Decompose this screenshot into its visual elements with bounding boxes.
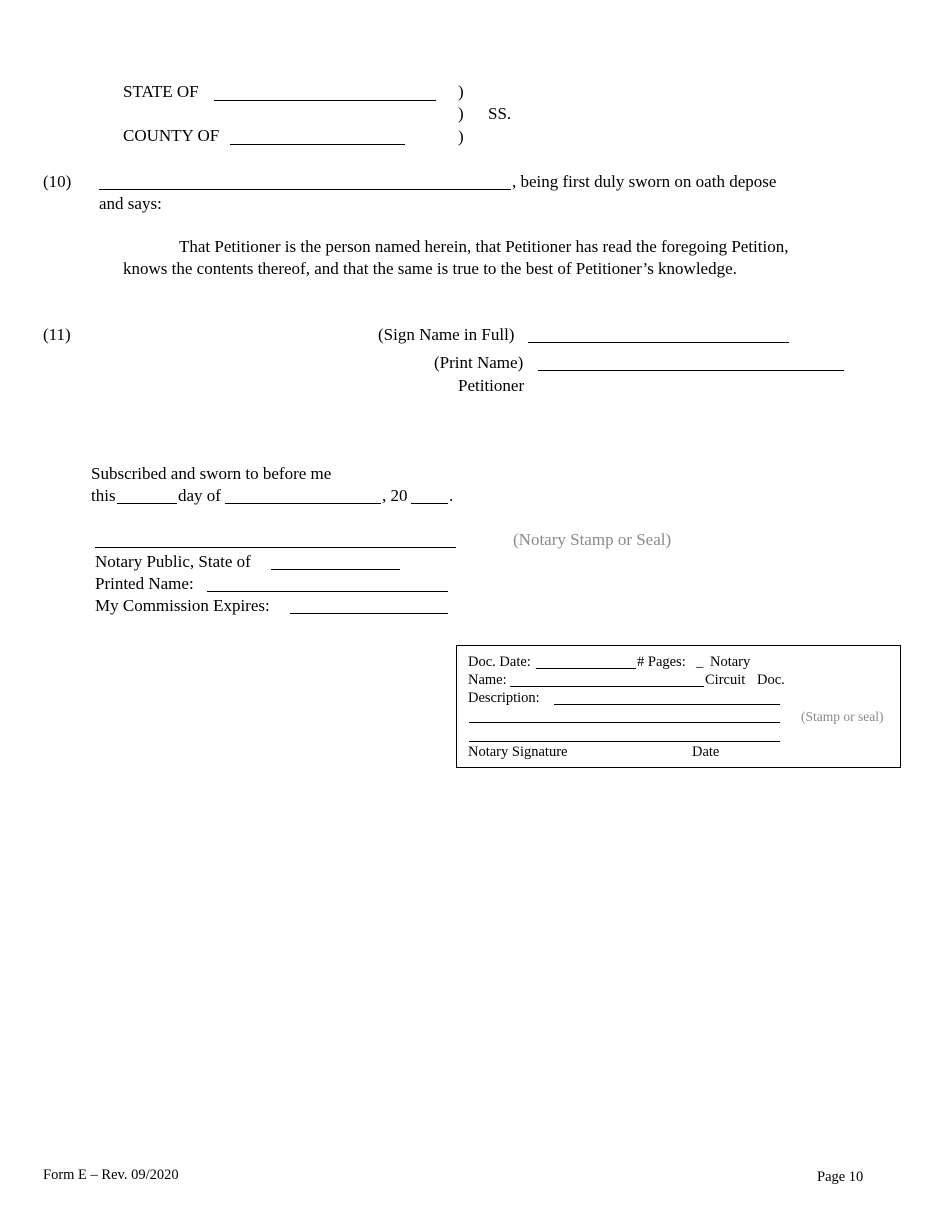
para10-text: , being first duly sworn on oath depose xyxy=(512,172,777,191)
box-doc-date-line[interactable] xyxy=(536,668,636,669)
notary-signature-line[interactable] xyxy=(95,547,456,548)
sign-label: (Sign Name in Full) xyxy=(378,325,515,344)
jurat-comma-20: , 20 xyxy=(382,486,408,505)
box-name-label: Name: xyxy=(468,672,507,688)
printed-name-label: Printed Name: xyxy=(95,574,194,593)
notary-state-line[interactable] xyxy=(271,569,400,570)
notary-stamp-label: (Notary Stamp or Seal) xyxy=(513,530,672,549)
footer-form-id: Form E – Rev. 09/2020 xyxy=(43,1167,179,1183)
box-pages-underscore: _ xyxy=(696,654,704,670)
ss-label: SS. xyxy=(488,104,512,123)
jurat-day-of: day of xyxy=(178,486,221,505)
box-description-line[interactable] xyxy=(554,704,780,705)
jurat-day-line[interactable] xyxy=(117,503,177,504)
jurat-period: . xyxy=(449,486,454,505)
box-stamp-label: (Stamp or seal) xyxy=(801,709,884,724)
box-description-label: Description: xyxy=(468,690,540,706)
county-label: COUNTY OF xyxy=(123,126,220,145)
paren-3: ) xyxy=(458,127,464,146)
commission-line[interactable] xyxy=(290,613,448,614)
jurat-line1: Subscribed and sworn to before me xyxy=(91,464,332,483)
box-pages-label: # Pages: xyxy=(637,654,686,670)
box-signature-label: Notary Signature xyxy=(468,744,568,760)
box-doc-date-label: Doc. Date: xyxy=(468,654,531,670)
box-description-line-2[interactable] xyxy=(469,722,780,723)
para10-body-line1: That Petitioner is the person named herein, that Petitioner has read the foregoing Petition, xyxy=(179,237,789,256)
para11-number: (11) xyxy=(43,325,71,344)
notary-state-label: Notary Public, State of xyxy=(95,552,251,571)
print-label: (Print Name) xyxy=(434,353,524,372)
paren-2: ) xyxy=(458,104,464,123)
printed-name-line[interactable] xyxy=(207,591,448,592)
sign-name-line[interactable] xyxy=(528,342,789,343)
footer-page-number: Page 10 xyxy=(817,1169,864,1185)
box-date-label: Date xyxy=(692,744,720,760)
para10-text2: and says: xyxy=(99,194,162,213)
state-label: STATE OF xyxy=(123,82,199,101)
affiant-name-line[interactable] xyxy=(99,189,511,190)
box-signature-line[interactable] xyxy=(469,741,780,742)
para10-body-line2: knows the contents thereof, and that the same is true to the best of Petitioner’s knowledge. xyxy=(123,259,737,278)
box-name-line[interactable] xyxy=(510,686,704,687)
petitioner-label: Petitioner xyxy=(458,376,525,395)
print-name-line[interactable] xyxy=(538,370,844,371)
box-doc-label: Doc. xyxy=(757,672,785,688)
box-notary-label: Notary xyxy=(710,654,751,670)
jurat-month-line[interactable] xyxy=(225,503,381,504)
jurat-year-line[interactable] xyxy=(411,503,448,504)
county-input-line[interactable] xyxy=(230,144,405,145)
box-circuit-label: Circuit xyxy=(705,672,746,688)
jurat-this: this xyxy=(91,486,116,505)
para10-number: (10) xyxy=(43,172,72,191)
commission-label: My Commission Expires: xyxy=(95,596,270,615)
state-input-line[interactable] xyxy=(214,100,436,101)
paren-1: ) xyxy=(458,82,464,101)
